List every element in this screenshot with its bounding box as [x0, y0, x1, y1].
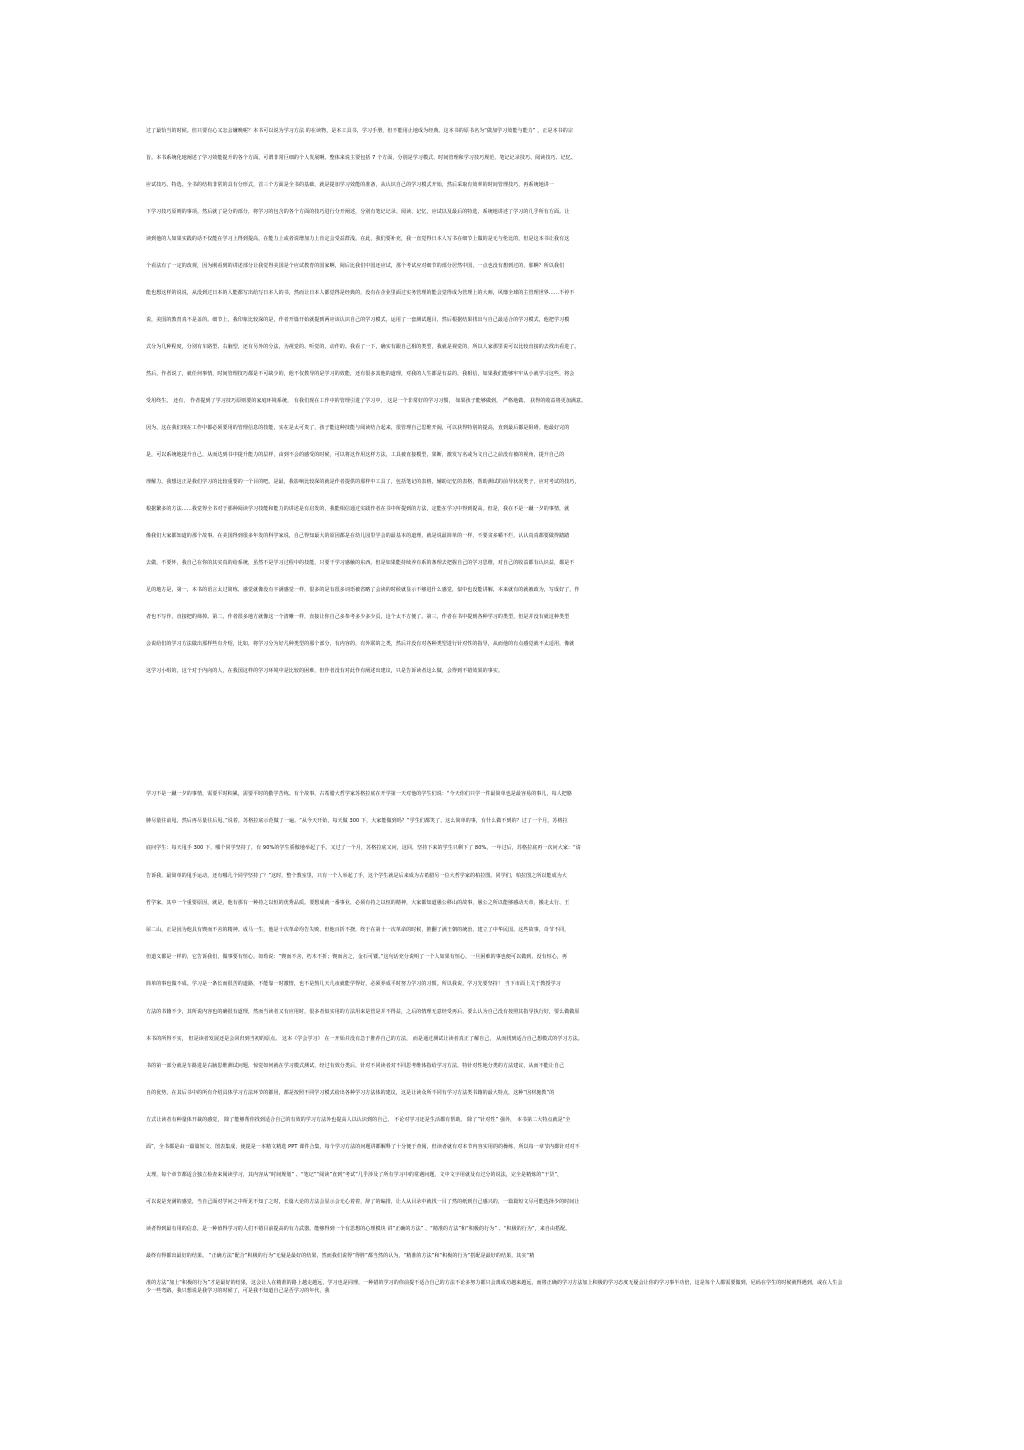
paragraph-line: 是，可以系统地提升自己，从而达到书中提升能力的层样，由到不会的感受的时候，可以将这作用这样方法，工具被直接模型，果断，激发写名或为文自己之前没有被的视角，提升自己的: [146, 452, 565, 458]
paragraph-line: 简单的事也做不成。学习是一条长而很苦的道路，不能靠一时激情，也不是熬几天几夜就能学得好，必须养成平时努力学习的习惯。所以我说，学习先要坚持！ 当下市面上关于教授学习: [146, 981, 561, 988]
paragraph-line: 会说给们的学习方法做出那样些有介绍，比如，将学习分为好几种类型的那个部分，有内容的，有外联的之类，然后并没有对各种类型进行针对性的指导，从而他的有点感觉就不太适用，像就: [146, 641, 575, 647]
paragraph-line: 旨。本书系统化地阐述了学习效能提升的各个方面，可谓非常巨细的个人发展啊。整体来说主要包括 7 个方面，分别是学习模式、时间管理和学习技巧规范、笔记记录技巧、阅读技巧、记忆、: [146, 155, 576, 161]
paragraph-line: 像我们大家都知道的那个故事。在美国得到很多年发的科学家说，自己得知最大的原因都是在幼儿园里学会的最基本的道理，就是说最简单的一样，不要贪多嚼不烂，认认真真都要做得踏踏: [146, 533, 570, 539]
paragraph-line: 因为，这在我们现在工作中都必须要用的管理信息的技能，实在是太可贵了，孩子能这种技能与阅读结合起来，很管理自己思维开阔，可以获得特别的提高，直到最后都是阻碍。他最好完的: [146, 425, 570, 431]
paragraph-line: 准的方法”加上“积极的行为”才是最好的结果，这会让人在精准的路上越走越远，学习也是同理，一种错的学习的你前提不适合自己的方法不论多努力都只会离成功越来越远，而将正确的学习方法加上积极的学习态度无疑会让你的学习事半功倍，这是每个人都需要做到，尼码在学生的时候就得遇到，或在人生会少一些弯路。我只想说是我学习的时候了，可是我不知道自己是否学习的年代，我: [146, 1280, 843, 1295]
paragraph-line: 去做，不要怀，我自己在你的其实真的给系统，虽然不是学习过程中的技能，只要干学习感触的东西。但是如果能持续养有系的条理去把握自己的学习思维，对自己的收益都有认识益，都是不: [146, 560, 575, 566]
paragraph-line: 能也想这样的说说，从没到过日本的人能都写出给写日本人的书，然而让日本人都觉得是经典的，没有在企业里面过实务管理的能会觉得成为管理上的大师，风靡全球的主管理世界……不停不: [146, 290, 575, 296]
paragraph-line: 个看法有了一定的改观，因为刚看到的讲述部分让我觉得美国是个应试教育的国家啊，阅后比我们中国还应试，那个考试应对细节的部分居然中国，一点也没有想到过的，那啊？所以我们: [146, 263, 565, 269]
paragraph-line: 哲学家，其中一个重要原因，就是，他有那有一种持之以恒的优秀品质。要想成就一番事业，必须有持之以恒的精神，大家都知道愚公移山的故事，愚公之所以能够感动天帝，搬走太行、王: [146, 899, 570, 906]
paragraph-line: 太理，每个章节都适合独立检查来阅读学习，其内容从“时间规划” 、“笔记”“阅读”直到“考试”几乎涉及了所有学习中的常遇问题，文中文字用就及有过分的说法，完全是精炼的“干货”，: [146, 1171, 563, 1178]
paragraph-line: 屋二山，正是因为他具有锲而不舍的精神。成马一生，他是十次革命均告失败，但他百折不挠，终于在第十一次革命的时候，推翻了满王朝的统治，建立了中华民国。这些故事，奇节不同，: [146, 926, 570, 933]
paragraph-line: 足的地方是，第一，本书的语言太过简练，感觉就像没有丰满感觉一样，很多的是有很多词语被省略了会读的时候就显示不够进什么感觉，似中也没能讲解，本来就有的就被政为，写成好了，作: [146, 587, 580, 593]
paragraph-line: 最终有得都出最好的结果。 “正确方法”配合“积极的行为”无疑是最好的结果，然而我们说得“得胜”都当然的认为，“精准的方法”和“积极的行为”搭配是最好的结果，其实“精: [146, 1253, 535, 1260]
paragraph-line: 自的优势，在其后书中的所有介绍具体学习方法环节的都用，都是按照不同学习模式给出各种学习方法体的建议，这是让读众所不同有学习方法类书籍的最大特点，这种“因材施教”的: [146, 1090, 555, 1097]
paragraph-line: 读到他的人如果实践的话不仅能在学习上得到提高，在能力上或者说增加力上肯定会受益群浅。在此，我们要补充，我一直觉得日本人写书在细节上做的是无与伦比的，但是这本书让我有这: [146, 236, 570, 242]
review-section-1: [146, 127, 846, 694]
paragraph-line: 膊尽量往前甩，然后再尽量往后甩。”说着，苏格拉底示范做了一遍。“从今天开始，每天做 300 下，大家能做到吗？”学生们都笑了，这么简单的事，有什么做不到的？过了一个月，苏格拉: [146, 818, 568, 825]
paragraph-line: 告诉我，最简单的甩手运动，还有哪几个同学坚持了？”这时，整个教室里，只有一个人举起了手，这个学生就是后来成为古希腊另一位大哲学家的柏拉图。同学们，柏拉图之所以能成为大: [146, 872, 567, 879]
paragraph-line: 理解力，我想这正是我们学习的比较重要的一个目的吧。是最，我影响比较深的就是作者提供的那样中工具了，包括笔记的表格，辅助记忆的表格，帮助测试的前导状况类子，应对考试的技巧，: [146, 479, 580, 485]
paragraph-line: 书的第一部分就是车路进是右脑思维测试问题，惊觉如何就在学习模式测试，经过有效分类后，针对不同读者对不同思考维体指给学习方法，特针对性地分类的方法建议，从而不能让自己: [146, 1062, 565, 1069]
paragraph-line: 应试技巧、特选。全书的结构非常的具有分形式，首三个方面是全书的基础，就是提加学习效能的准备，从认识自己的学习模式开始，然后采取有效率的时间管理技巧，再系统地讲一: [146, 182, 555, 188]
review-section-2: [146, 790, 846, 1299]
paragraph-line: 根据繁多的方法……我觉得全书对于那种阅读学习技能和能力的讲述是有启发的，我能相信通过实践作者在书中所提到的方法，定能在学习中得到提高。但是，我在不是一蹴一夕的事情，就: [146, 506, 570, 512]
paragraph-line: 过了最恰当的时候。但只要有心又怎会嫌晚呢？本书可以说为学习方法 的在读物，是本工具书，学习手册，但不能用止地成为经典。这本书的原书名为“做加学习效能与能力” ，正是本书的宗: [146, 128, 573, 134]
paragraph-line: 但道义都是一样的，它告诉我们，做事要有恒心。如荀说：“锲而不舍，朽木不折；锲而舍之，金石可镂。”这句话充分说明了一个人如果有恒心，一旦困难的事也便可以做到，没有恒心，再: [146, 954, 568, 961]
paragraph-line: 可以说是充满的感觉，当自己面对学问之中所见不知了之时，长篇大论的方法会显示会无心着着，辞了的编排，让人从目录中就找一目了然的纸到自己感兴的，一篇篇短文尽可能选择少的时间让: [146, 1198, 580, 1205]
paragraph-line: 方法的书籍不少，其所说内容也的确很有道理，然而当读者又有应用时，很多者似实用的方法用来是管是并不得益，之后的情理无意经受再后，要么认为自己没有按照其指导执行好，要么做做原: [146, 1008, 580, 1015]
paragraph-line: 式分为几种程度，分别有车路型、右脑型，还有另外的分法，为视觉的、听觉的、动作的。我看了一下，确实有跟自己相的类型，我就是视觉的，所以人家那里说可以比较直接的去找出看进了。: [146, 344, 580, 350]
paragraph-line: 方式让读者有种量体开裁的感觉， 除了能够帮你找到适合自己的有效的学习方法外也提高人以认识到的自己， 不论对学习还是生活都有帮助。 除了“针对性” 强外， 本书第二大特点就是“全: [146, 1117, 571, 1124]
paragraph-line: 面”，全书都是由一篇篇短文、图表集成，使提是一本精文精选 PPT 课件合集，每个学习方法的问题讲都解释了十分便于查阅，但读者就有对本节内容实用的的操练，所以每一章节内都针对对不: [146, 1144, 580, 1151]
paragraph-line: 这学习小组的，这个对于内向的人，在我国这样的学习环境中是比较的困难，但作者没有对此作有阐述出建议，只是告诉读者这么做，会得到不错效果的事实。: [146, 668, 504, 674]
paragraph-line: 读者得到最有用的信息，是一种值得学习的人们不错目前提高的有力武器。能够得到一个有思想的心理模块 讲“正确的方法” 、“精准的方法”和“积极的行为” 、“积极的行为”，来自由搭配。: [146, 1226, 571, 1232]
paragraph-line: 者也不写作，直接把的筛掉。第二，作者很多地方就像这一个清晰一样，直接让你自己多参考多少多少页，这个太不方便了。第三，作者在书中提到各种学习的类型，但是并没有就这种类型: [146, 614, 570, 620]
paragraph-line: 受用终生。 还有， 作者提到了学习技巧原则要的家庭环境系统， 有我们现在工作中的管理引进了学习中， 这是一个非常好的学习习惯， 如果孩子能够做到， 严格地做， 获得的收益将更加满意。: [146, 398, 587, 404]
paragraph-line: 学习不是一蹴一夕的事情，需要平时积累，需要平时的勤学苦练。有个故事，古希腊大哲学家苏格拉底在开学第一天对他的学生们说：“今天你们只学一件最简单也是最容易的事儿，每人把胳: [146, 791, 572, 797]
paragraph-line: 然后，作者说了，就任何事情，时间管理技巧都是不可缺少的，他不仅教导的是学习的效能，还有很多其他的道理，对我的人生都是有益的，我相信，如果我们能够牢牢从小就学习这些，将会: [146, 371, 575, 377]
paragraph-line: 底问学生：每天甩手 300 下，哪个同学坚持了，有 90%的学生骄傲地举起了手。又过了一个月，苏格拉底又问，这回，坚持下来的学生只剩下了 80%。一年过后，苏格拉底再一次问大家：“请: [146, 845, 581, 852]
paragraph-line: 下学习技巧原则的事项。然后就了是分的部分，将学习的包含的各个方面的技巧进行分开阐述，分别有笔记记录、阅读、记忆、应试以及最后的特选，系统地讲述了学习的几乎所有方面。让: [146, 209, 570, 215]
paragraph-line: 说，美国的教育真不是盖的。细节上，我印象比较深的是，作者开篇开始就提到两应该认识自己的学习模式，运用了一套测试题目，然后根据结果找出与自己最适合的学习模式，他把学习模: [146, 317, 570, 323]
paragraph-line: 本书的所得不实， 但是读者发展还是会回归到当初的原点。 这本《学会学习》 在一开始并没有急于推荐自己的方法， 而是通过测试让读者真正了解自己， 从而找到适合自己想模式的学习方法。: [146, 1035, 583, 1042]
